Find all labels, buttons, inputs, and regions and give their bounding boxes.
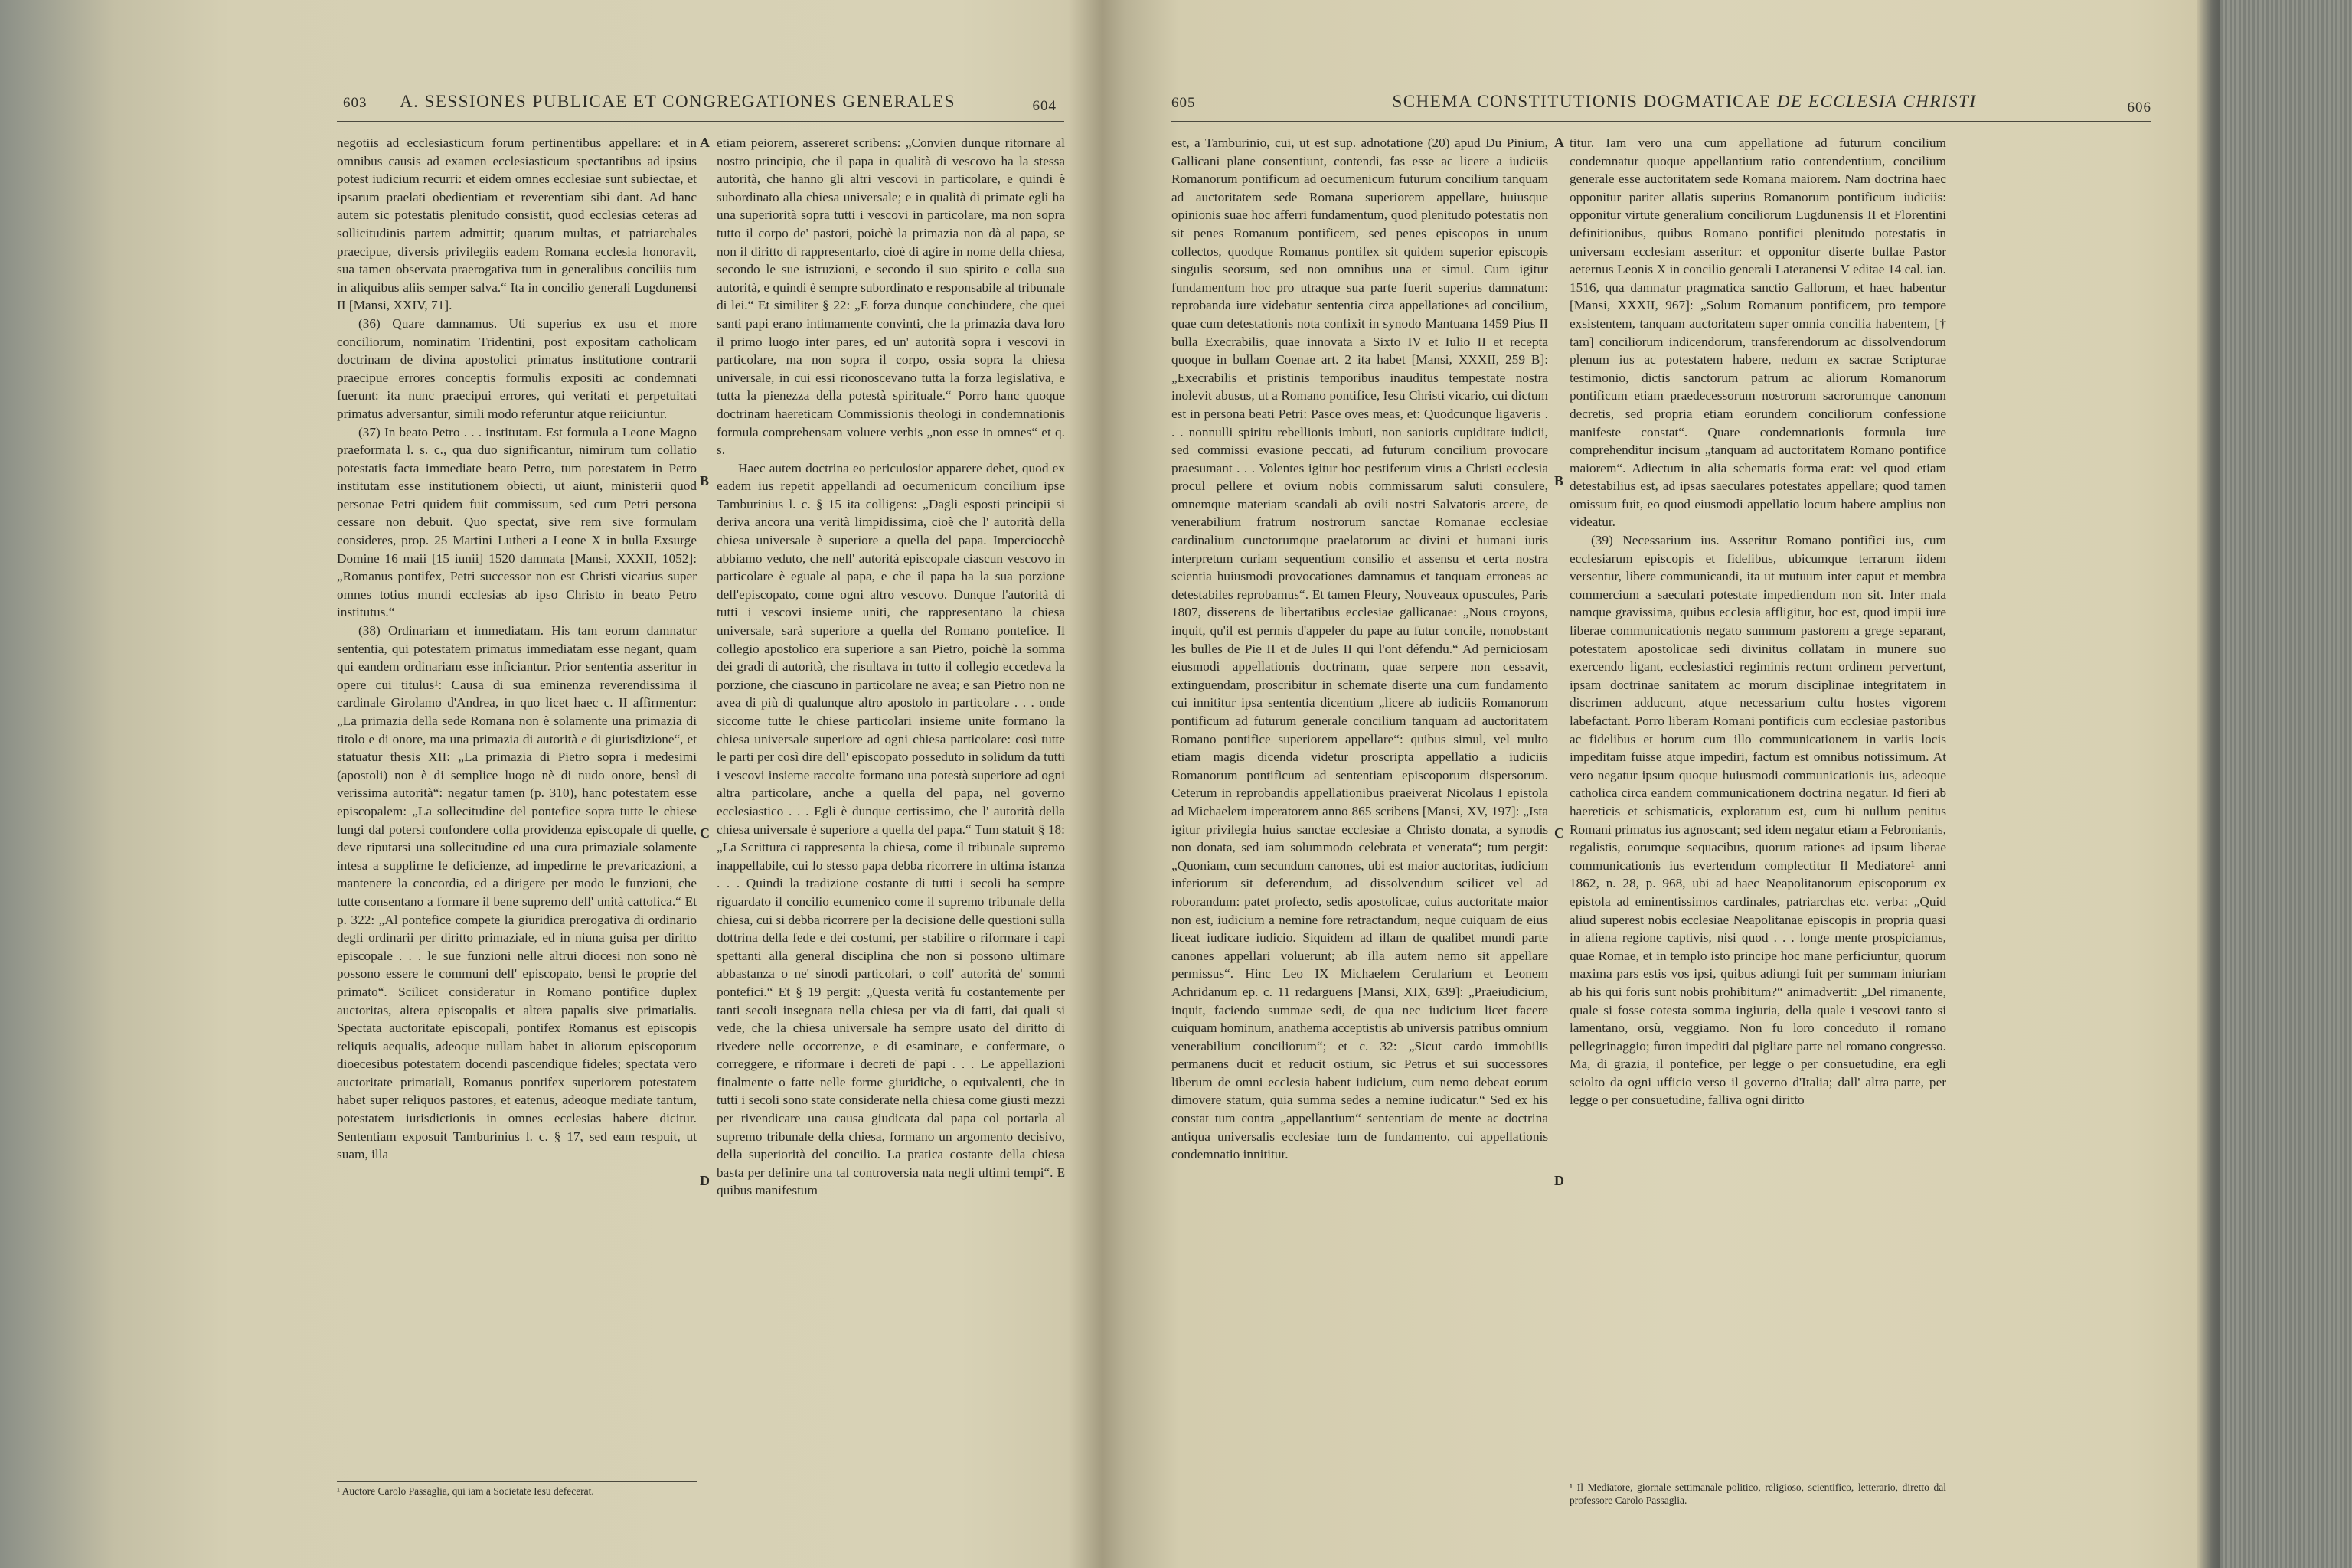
margin-marker-c: C: [700, 825, 710, 841]
right-page-header: [1171, 92, 2197, 122]
paragraph: negotiis ad ecclesiasticum forum pertinentibus appellare: et in omnibus causis ad examen ecclesiasticum spectantibus ad ipsius potest iudicium recurri: et eidem omnes ecclesiae sunt subiectae, et ipsarum praelati obedientiam et reverentiam sibi dant. Ad hanc autem sic potestatis plenitudo consistit, quod ecclesias ceteras ad sollicitudinis partem admittit; quarum multas, et patriarchales praecipue, diversis privilegiis eadem Romana ecclesia honoravit, sua tamen observata praerogativa tum in generalibus conciliis tum in aliquibus aliis semper salva.“ Ita in concilio generali Lugdunensi II [Mansi, XXIV, 71].: [337, 136, 697, 313]
page-edge-shadow: [2197, 0, 2220, 1568]
margin-marker-d: D: [700, 1173, 710, 1188]
page-number-606: 606: [2127, 100, 2151, 116]
header-rule: [337, 121, 1064, 122]
left-page-column-2: [717, 134, 1065, 1554]
header-rule: [1171, 121, 2151, 122]
left-page-header: [291, 92, 1064, 122]
margin-marker-b: B: [1554, 473, 1564, 488]
paragraph: est, a Tamburinio, cui, ut est sup. adnotatione (20) apud Du Pinium, Gallicani plane consentiunt, contendi, fas esse ac licere a iudiciis Romanorum pontificum ad oecumenicum futurum concilium tanquam ad auctoritatem sede Romana superiorem appellare, huiusque opinionis suae hoc afferri fundamentum, quod plenitudo potestatis non sit penes Romanum pontificem, sed penes episcopos in unum collectos, quodque Romanus pontifex sit quidem superior episcopis singulis seorsum, sed non omnibus una et simul. Cum igitur fundamentum hoc pro utraque sua parte fuerit superius damnatum: reprobanda iure videbatur sententia circa appellationes ad concilium, quae cum detestationis nota confixit in synodo Mantuana 1459 Pius II bulla Execrabilis, quae innovata a Sixto IV et Iulio II et recepta quoque in bullam Coenae art. 2 ita habet [Mansi, XXXII, 259 B]: „Execrabilis et pristinis temporibus inauditus tempestate nostra inolevit abusus, ut a Romano pontifice, Iesu Christi vicario, cui dictum est in persona beati Petri: Pasce oves meas, et: Quodcunque ligaveris . . . nonnulli spiritu rebellionis imbuti, non sanioris cupiditate iudicii, sed commissi evasione peccati, ad futurum concilium provocare praesumant . . . Volentes igitur hoc pestiferum virus a Christi ecclesia procul pellere et ovium nobis commissarum saluti consulere, omnemque materiam scandali ab ovili nostri Salvatoris arcere, de venerabilium fratrum nostrorum sanctae Romanae ecclesiae cardinalium cunctorumque praelatorum ac divini et humani iuris interpretum curiam sequentium consilio et assensu et certa nostra scientia huiusmodi provocationes damnamus et tanquam erroneas ac detestabiles reprobamus“. Et tamen Fleury, Nouveaux opuscules, Paris 1807, disserens de libertatibus ecclesiae gallicanae: „Nous croyons, inquit, qu'il est permis d'appeler du pape au futur concile, nonobstant les bulles de Pie II et de Jules II qui l'ont défendu.“ Ad perniciosam eiusmodi appellationis doctrinam, quae serpere non cessavit, extinguendam, proscribitur in schemate diserte una cum fundamento cui innititur ipsa sententia dicentium „licere ab iudiciis Romanorum pontificum ad futurum generale concilium tanquam ad auctoritatem Romano pontifice superiorem appellare“: quibus simul, vel multo etiam magis dicenda videtur proscripta appellatio a iudiciis Romanorum pontificum ad sententiam episcoporum dispersorum. Ceterum in reprobandis appellationibus praeiverat Nicolaus I epistola ad Michaelem imperatorem anno 865 scribens [Mansi, XV, 197]: „Ista igitur privilegia huius sanctae ecclesiae a Christo donata, a synodis non donata, sed iam solummodo celebrata et venerata“; tum pergit: „Quoniam, cum secundum canones, ubi est maior auctoritas, iudicium inferiorum sit deferendum, ad dissolvendum scilicet vel ad roborandum: patet profecto, sedis apostolicae, cuius auctoritate maior non est, iudicium a nemine fore retractandum, neque cuiquam de eius liceat iudicare iudicio. Siquidem ad illam de qualibet mundi parte canones appellari voluerunt; ab illa autem nemo sit appellare permissus“. Hinc Leo IX Michaelem Cerularium et Leonem Achridanum ep. c. 11 redarguens [Mansi, XIX, 639]: „Praeiudicium, inquit, faciendo summae sedi, de qua nec iudicium licet facere cuiquam hominum, anathema acceptistis ab universis patribus omnium venerabilium conciliorum“; et c. 32: „Sicut cardo immobilis permanens ducit et reducit ostium, sic Petrus et sui successores liberum de omni ecclesia habent iudicium, cum nemo debeat eorum dimovere statum, quia summa sedes a nemine iudicatur.“ Sed ex his constat tum contra „appellantium“ sententiam de mente ac doctrina antiqua universalis ecclesiae tum de fundamento, cui appellationis condemnatio innititur.: [1171, 136, 1548, 1162]
page-stack-edge: [2220, 0, 2352, 1568]
page-number-605: 605: [1171, 95, 1196, 111]
margin-marker-c: C: [1554, 825, 1564, 841]
footnote: ¹ Il Mediatore, giornale settimanale politico, religioso, scientifico, letterario, diretto dal professore Carolo Passaglia.: [1570, 1478, 1946, 1507]
margin-marker-a: A: [700, 135, 710, 150]
paragraph: (38) Ordinariam et immediatam. His tam eorum damnatur sententia, qui potestatem primatus immediatam esse negant, quam qui eandem ordinariam esse inficiantur. Prior sententia asseritur in opere cui titulus¹: Causa di sua eminenza reverendissima il cardinale Girolamo d'Andrea, in quo licet haec c. II affirmentur: „La primazia della sede Romana non è solamente una primazia di titolo e di onore, ma una primazia di autorità e di giurisdizione“, et statuatur thesis XII: „La primazia di Pietro sopra i medesimi (apostoli) non è di semplice luogo nè di nudo onore, bensì di verissima autorità“: negatur tamen (p. 310), hanc potestatem esse episcopalem: „La sollecitudine del pontefice sopra tutte le chiese lungi dal potersi confondere colla providenza episcopale di quelle, deve riputarsi una sollecitudine ed una cura primaziale solamente intesa a supplirne le deficienze, ad impedirne le prevaricazioni, a mantenere la concordia, ed a dirigere per modo le funzioni, che tutte consentano a formare il bene supremo dell' unità cattolica.“ Et p. 322: „Al pontefice compete la giuridica prerogativa di ordinario degli ordinarii per diritto primaziale, ed in niuna guisa per diritto episcopale . . . le sue funzioni nelle altrui diocesi non sono nè possono essere le communi dell' episcopato, bensì le proprie del primato“. Scilicet consideratur in Romano pontifice duplex auctoritas, altera episcopalis et altera papalis sive primatialis. Spectata auctoritate episcopali, pontifex Romanus est episcopis reliquis aequalis, adeoque nullam habet in aliorum episcoporum dioecesibus potestatem docendi pascendique fideles; spectata vero auctoritate primatiali, Romanus pontifex superiorem potestatem habet super reliquos pastores, et eatenus, adeoque mediate tantum, potestatem iurisdictionis in omnes ecclesias habere dicitur. Sententiam exposuit Tamburinius l. c. § 17, sed eam respuit, ut suam, illa: [337, 623, 697, 1162]
margin-marker-d: D: [1554, 1173, 1564, 1188]
left-running-title: A. SESSIONES PUBLICAE ET CONGREGATIONES GENERALES: [399, 92, 956, 111]
right-page-column-2: [1570, 134, 1946, 1470]
paragraph: (39) Necessarium ius. Asseritur Romano pontifici ius, cum ecclesiarum episcopis et fidelibus, ubicumque terrarum iidem versentur, libere communicandi, ita ut mutuum inter caput et membra commercium a saeculari potestate impediendum non sit. Inter mala namque gravissima, quibus ecclesia affligitur, hoc est, quod impii iure liberae communicationis negato summum pastorem a grege separant, potestatem apostolicae sedi divinitus collatam in munere suo exercendo ligant, ecclesiastici regiminis rectum ordinem pervertunt, ipsam doctrinae sanitatem ac morum disciplinae integritatem in discrimen adducunt, atque necessarium cultu hostes vigorem labefactant. Porro liberam Romani pontificis cum ecclesiae pastoribus ac fidelibus et horum cum illo communicationem in variis locis impeditam fuisse atque impediri, factum est omnibus notissimum. At vero negatur ipsum quoque huiusmodi communicationis ius, adeoque catholica circa eandem communicationem doctrina negatur. Id fieri ab haereticis et schismaticis, exploratum est, cum hi nullum penitus Romani primatus ius agnoscant; sed idem negatur etiam a Febronianis, regalistis, eorumque sequacibus, quorum rationes ad ipsum liberae communicationis ius evertendum complectitur Il Mediatore¹ anni 1862, n. 28, p. 968, ubi ad haec Neapolitanorum episcoporum ex epistola ad eminentissimos cardinales, patriarchas etc. verba: „Quid aliud superest nobis ecclesiae Neapolitanae episcopis in propria quasi in aliena regione captivis, nisi quod . . . longe mente prospiciamus, quae Romae, et in templo isto principe hoc mane perficiuntur, quorum maxima pars estis vos ipsi, quibus adiungi fuit per summam iniuriam ab his qui foris sunt nobis prohibitum?“ animadvertit: „Del rimanente, quale si fosse cotesta somma ingiuria, della quale i vescovi tanto si lamentano, orsù, veggiamo. Non fu loro conceduto il romano pellegrinaggio; furon impediti dal pigliare parte nel romano congresso. Ma, di grazia, il pontefice, per legge o per consuetudine, era egli sciolto da ogni ufficio verso il governo d'Italia; dall' altra parte, per legge o per consuetudine, falliva ogni diritto: [1570, 533, 1946, 1108]
page-number-603: 603: [343, 95, 368, 111]
paragraph: (37) In beato Petro . . . institutam. Est formula a Leone Magno praeformata l. s. c., qua duo significantur, nimirum tum collatio potestatis facta immediate beato Petro, tum potestatem in Petro institutam esse institutionem obiecti, ut aiunt, ministerii quod personae Petri quidem fuit commissum, sed cum Petri persona cessare non debuit. Quo spectat, sive rem sive formulam consideres, prop. 25 Martini Lutheri a Leone X in bulla Exsurge Domine 16 maii [15 iunii] 1520 damnata [Mansi, XXXII, 1052]: „Romanus pontifex, Petri successor non est Christi vicarius super omnes totius mundi ecclesias ab ipso Christo in beato Petro institutus.“: [337, 424, 697, 620]
margin-marker-a: A: [1554, 135, 1564, 150]
paragraph: Haec autem doctrina eo periculosior apparere debet, quod ex eadem ius repetit appellandi ad oecumenicum concilium ipse Tamburinius l. c. § 15 ita colligens: „Dagli esposti principii si deriva ancora una verità limpidissima, cioè che l' autorità della chiesa universale è superiore a quella del papa. Imperciocchè abbiamo veduto, che nell' autorità episcopale ciascun vescovo in particolare è eguale al papa, e che il papa ha la sua porzione dell'episcopato, come ogni altro vescovo. Dunque l'autorità di tutti i vescovi insieme uniti, che rappresentano la chiesa universale, sarà superiore a quella del Romano pontefice. Il collegio apostolico era superiore a san Pietro, poichè la somma dei gradi di autorità, che risultava in tutto il collegio eccedeva la porzione, che ciascuno in particolare ne avea; e san Pietro non ne avea di più di qualunque altro apostolo in particolare . . . onde siccome tutte le chiese particolari insieme unite formano la chiesa universale superiore ad ogni chiesa particolare: così tutte le parti per così dire dell' episcopato posseduto in solidum da tutti i vescovi insieme raccolte formano una potestà superiore ad ogni altra particolare, anche a quella del papa, nel governo ecclesiastico . . . Egli è dunque certissimo, che l' autorità della chiesa universale è superiore a quella del papa.“ Tum statuit § 18: „La Scrittura ci rappresenta la chiesa, come il tribunale supremo inappellabile, cui lo stesso papa debba ricorrere in ultima istanza . . . Quindi la tradizione costante di tutti i secoli ha sempre riguardato il concilio ecumenico come il supremo tribunale della chiesa, cui si debba ricorrere per la decisione delle questioni sulla dottrina della fede e dei costumi, per stabilire o riformare i capi spettanti alla general disciplina che non si possono ultimare abbastanza o ne' sinodi particolari, o coll' autorità de' sommi pontefici.“ Et § 19 pergit: „Questa verità fu costantemente per tanti secoli insegnata nella chiesa per via di fatti, dai quali si vede, che la chiesa universale ha sempre usato del diritto di rivedere nelle occorrenze, e di esaminare, e confermare, o correggere, e riformare i decreti de' papi . . . Le appellazioni finalmente o fatte nelle forme giuridiche, o equivalenti, che in tutti i secoli sono state considerate nella chiesa come giusti mezzi per rivendicare una causa giudicata dal papa col portarla al supremo tribunale della chiesa, formano un argomento decisivo, della superiorità del concilio. La pratica costante della chiesa basta per definire una tal controversia nata negli ultimi tempi“. E quibus manifestum: [717, 460, 1065, 1198]
right-running-title-italic: DE ECCLESIA CHRISTI: [1776, 92, 1977, 111]
footnote: ¹ Auctore Carolo Passaglia, qui iam a Societate Iesu defecerat.: [337, 1481, 697, 1498]
page-number-604: 604: [1032, 98, 1057, 114]
paragraph: etiam peiorem, assereret scribens: „Convien dunque ritornare al nostro principio, che il papa in qualità di vescovo ha la stessa autorità, che hanno gli altri vescovi in particolare, e quindi è subordinato alla chiesa universale; e in qualità di primate egli ha una superiorità sopra tutti i vescovi in particolare, ma non sopra tutto il corpo de' pastori, poichè la primazia non dà al papa, se non il diritto di rappresentarlo, cioè di agire in nome della chiesa, secondo le sue istruzioni, e secondo il suo spirito e colla sua autorità, e quindi è sempre subordinato e responsabile al tribunale di lei.“ Et similiter § 22: „E forza dunque conchiudere, che quei santi papi erano intimamente convinti, che la primazia dava loro il primo luogo inter pares, ed un' autorità sopra i vescovi in particolare, ma non sopra il corpo, ossia sopra la chiesa universale, in cui essi riconoscevano tutta la forza legislativa, e tutta la pienezza della potestà spirituale.“ Porro hanc quoque doctrinam haereticam Commissionis theologi in condemnationis formula comprehensam voluere verbis „non esse in omnes“ et q. s.: [717, 136, 1065, 458]
right-page-column-1: [1171, 134, 1548, 1543]
paragraph: titur. Iam vero una cum appellatione ad futurum concilium condemnatur quoque appellantium ratio contendentium, concilium generale esse auctoritatem sede Romana maiorem. Nam doctrina haec opponitur pariter allatis superius Romanorum pontificum iudiciis: opponitur virtute generalium conciliorum Lugdunensis II et Florentini definitionibus, quibus Romano pontifici plenitudo potestatis in universam ecclesiam asseritur: et opponitur diserte bullae Pastor aeternus Leonis X in concilio generali Lateranensi V editae 14 cal. ian. 1516, qua damnatur pragmatica sanctio Gallorum, et haec habentur [Mansi, XXXII, 967]: „Solum Romanum pontificem, pro tempore exsistentem, tanquam auctoritatem super omnia concilia habentem, [† tam] conciliorum indicendorum, transferendorum ac dissolvendorum plenum ius ac potestatem habere, nedum ex sacrae Scripturae testimonio, dictis sanctorum patrum ac aliorum Romanorum pontificum etiam praedecessorum nostrorum sacrorumque canonum decretis, sed propria etiam eorundem conciliorum confessione manifeste constat“. Quare condemnationis formula iure comprehenditur incisum „tanquam ad auctoritatem Romano pontifice maiorem“. Adiectum in alia schematis forma erat: vel quod etiam detestabilius est, ad ipsas saeculares potestates appellare; quod tamen omissum fuit, eo quod eiusmodi appellatio locum habere amplius non videatur.: [1570, 136, 1946, 530]
left-page: [291, 0, 1064, 1568]
right-page: [1171, 0, 2197, 1568]
left-page-column-1: [337, 134, 697, 1478]
right-running-title-main: SCHEMA CONSTITUTIONIS DOGMATICAE: [1392, 92, 1772, 111]
right-running-title: [1171, 92, 2197, 112]
paragraph: (36) Quare damnamus. Uti superius ex usu et more conciliorum, nominatim Tridentini, post expositam catholicam doctrinam de divina apostolici primatus institutione contrarii praecipue errores conceptis formulis expositi ac condemnati fuerunt: ita nunc praecipui errores, qui veritati et perpetuitati primatus adversantur, simili modo referuntur atque reiiciuntur.: [337, 315, 697, 421]
margin-marker-b: B: [700, 473, 710, 488]
